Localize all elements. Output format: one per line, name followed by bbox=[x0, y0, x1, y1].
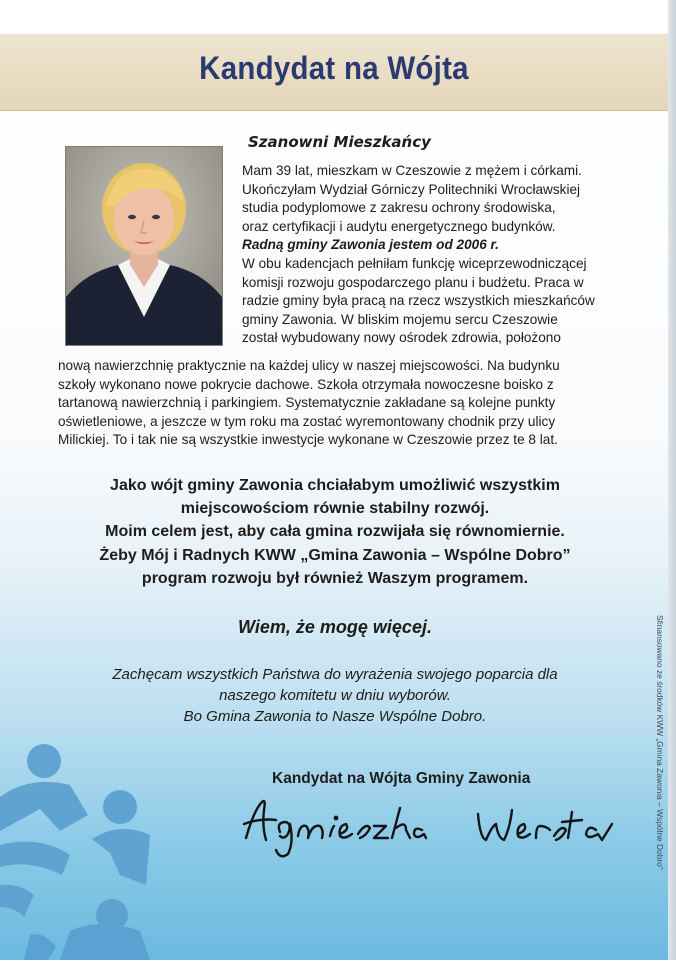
bio-line: komisji rozwoju gospodarczego planu i budżetu. Praca w bbox=[242, 274, 584, 290]
greeting: Szanowni Mieszkańcy bbox=[248, 133, 431, 151]
statement-line: Żeby Mój i Radnych KWW „Gmina Zawonia – Wspólne Dobro” bbox=[99, 546, 571, 564]
appeal-line: Zachęcam wszystkich Państwa do wyrażenia swojego poparcia dla bbox=[112, 666, 558, 683]
page-edge bbox=[668, 0, 676, 960]
bio-line: oświetleniowe, a jeszcze w tym roku ma zostać wyremontowany chodnik przy ulicy bbox=[58, 413, 556, 429]
funding-note-text: Sfinansowano ze środków KWW „Gmina Zawonia – Wspólne Dobro” bbox=[655, 615, 665, 870]
bio-intro bbox=[242, 162, 652, 348]
bio-line: został wybudowany nowy ośrodek zdrowia, położono bbox=[242, 330, 561, 346]
candidate-portrait-icon bbox=[66, 147, 222, 345]
appeal-line: naszego komitetu w dniu wyborów. bbox=[219, 687, 451, 704]
bio-highlight-line: Radną gminy Zawonia jestem od 2006 r. bbox=[242, 237, 499, 253]
statement-line: Moim celem jest, aby cała gmina rozwijała się równomiernie. bbox=[105, 523, 565, 541]
bio-line: oraz certyfikacji i audytu energetycznego budynków. bbox=[242, 218, 556, 234]
slogan: Wiem, że mogę więcej. bbox=[238, 617, 432, 637]
candidate-photo bbox=[65, 146, 223, 346]
committee-logo-icon bbox=[0, 735, 160, 964]
signature-icon bbox=[240, 790, 620, 860]
bio-line: studia podyplomowe z zakresu ochrony środowiska, bbox=[242, 200, 556, 216]
statement-line: miejscowościom równie stabilny rozwój. bbox=[180, 500, 490, 518]
program-statement bbox=[40, 474, 630, 590]
bio-line: Mam 39 lat, mieszkam w Czeszowie z mężem i córkami. bbox=[242, 163, 582, 178]
statement-line: Jako wójt gminy Zawonia chciałabym umożliwić wszystkim bbox=[110, 477, 560, 494]
bio-line: gminy Zawonia. W bliskim mojemu sercu Czeszowie bbox=[242, 311, 558, 327]
page-title: Kandydat na Wójta bbox=[199, 50, 469, 86]
candidate-label: Kandydat na Wójta Gminy Zawonia bbox=[272, 770, 531, 787]
signature bbox=[240, 790, 620, 864]
bio-line: szkoły wykonano nowe pokrycie dachowe. Szkoła otrzymała nowoczesne boisko z bbox=[58, 376, 554, 392]
bio-line: W obu kadencjach pełniłam funkcję wiceprzewodniczącej bbox=[242, 255, 587, 271]
bio-continued bbox=[58, 357, 618, 450]
statement-line: program rozwoju był również Waszym programem. bbox=[141, 569, 529, 587]
appeal-line: Bo Gmina Zawonia to Nasze Wspólne Dobro. bbox=[183, 708, 487, 725]
bio-line: Ukończyłam Wydział Górniczy Politechniki Wrocławskiej bbox=[242, 181, 581, 197]
bio-line: Milickiej. To i tak nie są wszystkie inwestycje wykonane w Czeszowie przez te 8 lat. bbox=[58, 432, 558, 448]
funding-note bbox=[653, 615, 669, 905]
bio-line: tartanową nawierzchnią i parkingiem. Systematycznie zakładane są kolejne punkty bbox=[58, 395, 556, 411]
bio-line: radzie gminy była pracą na rzecz wszystkich mieszkańców bbox=[242, 293, 595, 309]
bio-line: nową nawierzchnię praktycznie na każdej ulicy w naszej miejscowości. Na budynku bbox=[58, 358, 560, 373]
voter-appeal bbox=[40, 664, 630, 727]
